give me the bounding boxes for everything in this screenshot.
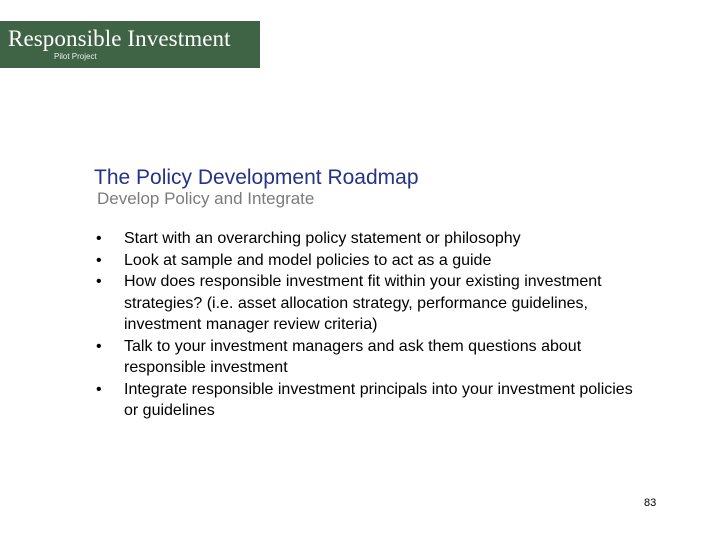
bullet-icon: • [96,230,102,247]
bullet-text: Start with an overarching policy statement or philosophy [124,230,521,247]
slide-title: The Policy Development Roadmap [94,166,419,189]
bullet-item [96,228,636,250]
bullet-icon: • [96,337,102,355]
bullet-text: Look at sample and model policies to act as a guide [124,251,492,269]
slide-subtitle: Develop Policy and Integrate [97,189,315,208]
bullet-item [96,271,636,336]
logo [0,21,260,68]
bullet-text: How does responsible investment fit within your existing investment strategies? (i.e. asset allocation strategy, performance guidelines, investment manager review criteria) [124,273,602,333]
bullet-icon: • [96,251,102,269]
bullet-item [96,336,636,379]
bullet-item [96,379,636,422]
bullet-text: Integrate responsible investment principals into your investment policies or guidelines [124,380,633,419]
logo-title: Responsible Investment [8,26,231,51]
page-number: 83 [644,497,657,509]
bullet-icon: • [96,273,102,290]
bullet-item [96,250,636,272]
bullet-text: Talk to your investment managers and ask them questions about responsible investment [124,337,582,376]
bullet-list [96,228,636,422]
bullet-icon: • [96,380,102,398]
logo-subtitle: Pilot Project [54,52,97,61]
